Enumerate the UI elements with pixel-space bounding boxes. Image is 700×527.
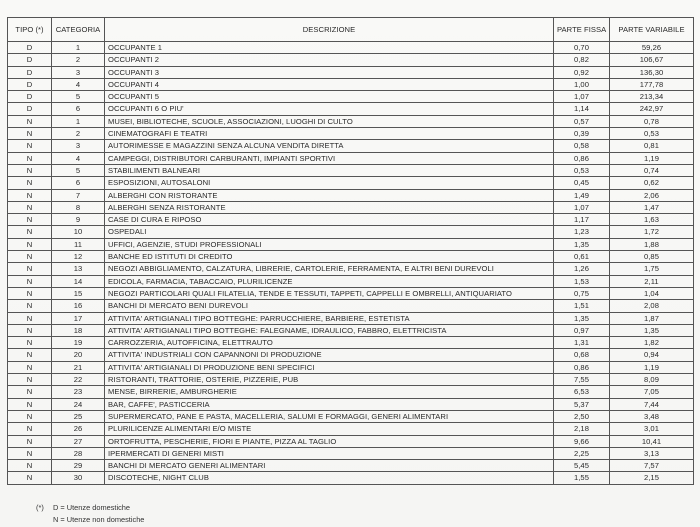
cell-categoria: 18 — [52, 324, 105, 336]
cell-categoria: 25 — [52, 410, 105, 422]
header-parte-fissa: PARTE FISSA — [554, 18, 610, 42]
table-row — [8, 435, 694, 447]
cell-categoria: 1 — [52, 115, 105, 127]
cell-categoria: 3 — [52, 140, 105, 152]
cell-parte-fissa: 1,14 — [554, 103, 610, 115]
cell-descrizione: MENSE, BIRRERIE, AMBURGHERIE — [105, 386, 554, 398]
cell-tipo: N — [8, 189, 52, 201]
cell-tipo: N — [8, 115, 52, 127]
cell-parte-fissa: 0,68 — [554, 349, 610, 361]
table-row — [8, 349, 694, 361]
cell-categoria: 13 — [52, 263, 105, 275]
cell-categoria: 1 — [52, 42, 105, 54]
cell-categoria: 10 — [52, 226, 105, 238]
cell-descrizione: AUTORIMESSE E MAGAZZINI SENZA ALCUNA VENDITA DIRETTA — [105, 140, 554, 152]
cell-descrizione: SUPERMERCATO, PANE E PASTA, MACELLERIA, SALUMI E FORMAGGI, GENERI ALIMENTARI — [105, 410, 554, 422]
cell-tipo: N — [8, 300, 52, 312]
cell-categoria: 17 — [52, 312, 105, 324]
cell-parte-variabile: 0,74 — [610, 164, 694, 176]
cell-parte-variabile: 10,41 — [610, 435, 694, 447]
cell-tipo: N — [8, 287, 52, 299]
cell-tipo: N — [8, 324, 52, 336]
cell-parte-variabile: 1,88 — [610, 238, 694, 250]
cell-descrizione: ATTIVITA' ARTIGIANALI TIPO BOTTEGHE: PARRUCCHIERE, BARBIERE, ESTETISTA — [105, 312, 554, 324]
cell-descrizione: BANCHI DI MERCATO GENERI ALIMENTARI — [105, 460, 554, 472]
cell-tipo: N — [8, 410, 52, 422]
cell-categoria: 24 — [52, 398, 105, 410]
cell-tipo: N — [8, 337, 52, 349]
header-tipo: TIPO (*) — [8, 18, 52, 42]
table-row — [8, 103, 694, 115]
cell-categoria: 8 — [52, 201, 105, 213]
cell-parte-fissa: 0,82 — [554, 54, 610, 66]
cell-parte-fissa: 0,57 — [554, 115, 610, 127]
header-descrizione: DESCRIZIONE — [105, 18, 554, 42]
table-row — [8, 423, 694, 435]
cell-parte-variabile: 1,35 — [610, 324, 694, 336]
cell-categoria: 2 — [52, 54, 105, 66]
cell-parte-fissa: 1,49 — [554, 189, 610, 201]
cell-parte-variabile: 0,94 — [610, 349, 694, 361]
tariff-table — [7, 17, 694, 485]
cell-descrizione: CAMPEGGI, DISTRIBUTORI CARBURANTI, IMPIANTI SPORTIVI — [105, 152, 554, 164]
cell-descrizione: OCCUPANTE 1 — [105, 42, 554, 54]
table-row — [8, 226, 694, 238]
cell-parte-variabile: 2,15 — [610, 472, 694, 484]
cell-parte-variabile: 2,11 — [610, 275, 694, 287]
cell-categoria: 12 — [52, 251, 105, 263]
cell-tipo: N — [8, 201, 52, 213]
table-row — [8, 78, 694, 90]
table-row — [8, 324, 694, 336]
cell-tipo: N — [8, 152, 52, 164]
header-row — [8, 18, 694, 42]
table-row — [8, 128, 694, 140]
cell-parte-variabile: 3,13 — [610, 447, 694, 459]
cell-descrizione: IPERMERCATI DI GENERI MISTI — [105, 447, 554, 459]
cell-descrizione: OCCUPANTI 3 — [105, 66, 554, 78]
cell-parte-fissa: 1,17 — [554, 214, 610, 226]
cell-tipo: N — [8, 423, 52, 435]
cell-parte-fissa: 1,35 — [554, 238, 610, 250]
cell-categoria: 5 — [52, 91, 105, 103]
cell-descrizione: NEGOZI PARTICOLARI QUALI FILATELIA, TENDE E TESSUTI, TAPPETI, CAPPELLI E OMBRELLI, ANTIQUARIATO — [105, 287, 554, 299]
cell-tipo: N — [8, 447, 52, 459]
cell-categoria: 3 — [52, 66, 105, 78]
cell-parte-variabile: 7,57 — [610, 460, 694, 472]
cell-descrizione: BANCHE ED ISTITUTI DI CREDITO — [105, 251, 554, 263]
cell-parte-fissa: 0,75 — [554, 287, 610, 299]
cell-descrizione: OCCUPANTI 5 — [105, 91, 554, 103]
cell-descrizione: ALBERGHI SENZA RISTORANTE — [105, 201, 554, 213]
cell-parte-variabile: 1,19 — [610, 361, 694, 373]
table-row — [8, 91, 694, 103]
cell-tipo: N — [8, 238, 52, 250]
legend-non-domestic-text: N = Utenze non domestiche — [53, 515, 145, 524]
cell-parte-variabile: 3,48 — [610, 410, 694, 422]
cell-tipo: N — [8, 140, 52, 152]
cell-descrizione: EDICOLA, FARMACIA, TABACCAIO, PLURILICENZE — [105, 275, 554, 287]
cell-parte-fissa: 0,61 — [554, 251, 610, 263]
cell-parte-fissa: 1,26 — [554, 263, 610, 275]
cell-tipo: N — [8, 435, 52, 447]
table-row — [8, 164, 694, 176]
cell-parte-variabile: 8,09 — [610, 374, 694, 386]
cell-parte-fissa: 0,58 — [554, 140, 610, 152]
cell-tipo: N — [8, 361, 52, 373]
cell-categoria: 2 — [52, 128, 105, 140]
table-row — [8, 189, 694, 201]
cell-parte-fissa: 2,18 — [554, 423, 610, 435]
cell-parte-fissa: 0,86 — [554, 361, 610, 373]
cell-categoria: 11 — [52, 238, 105, 250]
cell-tipo: D — [8, 91, 52, 103]
cell-parte-fissa: 0,45 — [554, 177, 610, 189]
cell-tipo: D — [8, 54, 52, 66]
legend-line-non-domestic — [36, 514, 144, 526]
cell-parte-fissa: 0,39 — [554, 128, 610, 140]
cell-descrizione: DISCOTECHE, NIGHT CLUB — [105, 472, 554, 484]
cell-parte-fissa: 1,23 — [554, 226, 610, 238]
cell-categoria: 16 — [52, 300, 105, 312]
cell-parte-fissa: 2,25 — [554, 447, 610, 459]
cell-tipo: N — [8, 349, 52, 361]
cell-tipo: N — [8, 214, 52, 226]
cell-parte-fissa: 7,55 — [554, 374, 610, 386]
cell-parte-fissa: 1,35 — [554, 312, 610, 324]
cell-parte-variabile: 7,05 — [610, 386, 694, 398]
cell-descrizione: ATTIVITA' ARTIGIANALI DI PRODUZIONE BENI SPECIFICI — [105, 361, 554, 373]
cell-tipo: N — [8, 312, 52, 324]
legend-line-domestic — [36, 502, 144, 514]
cell-tipo: N — [8, 164, 52, 176]
table-row — [8, 201, 694, 213]
cell-descrizione: OCCUPANTI 6 O PIU' — [105, 103, 554, 115]
cell-parte-variabile: 1,63 — [610, 214, 694, 226]
legend-marker: (*) — [36, 503, 44, 512]
cell-parte-fissa: 1,07 — [554, 91, 610, 103]
cell-parte-variabile: 3,01 — [610, 423, 694, 435]
cell-parte-variabile: 136,30 — [610, 66, 694, 78]
table-row — [8, 472, 694, 484]
cell-categoria: 26 — [52, 423, 105, 435]
table-row — [8, 287, 694, 299]
cell-descrizione: BANCHI DI MERCATO BENI DUREVOLI — [105, 300, 554, 312]
table-row — [8, 275, 694, 287]
cell-parte-variabile: 0,78 — [610, 115, 694, 127]
table-row — [8, 263, 694, 275]
cell-descrizione: ORTOFRUTTA, PESCHERIE, FIORI E PIANTE, PIZZA AL TAGLIO — [105, 435, 554, 447]
cell-parte-fissa: 6,53 — [554, 386, 610, 398]
cell-categoria: 19 — [52, 337, 105, 349]
cell-descrizione: OSPEDALI — [105, 226, 554, 238]
table-row — [8, 66, 694, 78]
cell-tipo: D — [8, 42, 52, 54]
cell-parte-variabile: 1,87 — [610, 312, 694, 324]
cell-descrizione: ALBERGHI CON RISTORANTE — [105, 189, 554, 201]
cell-categoria: 27 — [52, 435, 105, 447]
cell-parte-variabile: 1,75 — [610, 263, 694, 275]
cell-tipo: N — [8, 177, 52, 189]
table-row — [8, 447, 694, 459]
table-row — [8, 361, 694, 373]
cell-tipo: D — [8, 78, 52, 90]
cell-categoria: 4 — [52, 152, 105, 164]
header-categoria: CATEGORIA — [52, 18, 105, 42]
cell-parte-fissa: 9,66 — [554, 435, 610, 447]
cell-parte-fissa: 1,00 — [554, 78, 610, 90]
cell-parte-variabile: 0,81 — [610, 140, 694, 152]
cell-descrizione: OCCUPANTI 2 — [105, 54, 554, 66]
table-row — [8, 214, 694, 226]
cell-parte-variabile: 213,34 — [610, 91, 694, 103]
table-row — [8, 386, 694, 398]
table-row — [8, 460, 694, 472]
cell-parte-variabile: 1,19 — [610, 152, 694, 164]
cell-tipo: N — [8, 398, 52, 410]
cell-parte-variabile: 106,67 — [610, 54, 694, 66]
cell-parte-variabile: 0,62 — [610, 177, 694, 189]
cell-tipo: N — [8, 374, 52, 386]
cell-descrizione: CINEMATOGRAFI E TEATRI — [105, 128, 554, 140]
cell-tipo: N — [8, 128, 52, 140]
cell-parte-variabile: 1,04 — [610, 287, 694, 299]
legend — [36, 502, 144, 526]
table-row — [8, 42, 694, 54]
cell-categoria: 28 — [52, 447, 105, 459]
table-row — [8, 54, 694, 66]
cell-parte-fissa: 1,07 — [554, 201, 610, 213]
cell-tipo: D — [8, 66, 52, 78]
cell-descrizione: ESPOSIZIONI, AUTOSALONI — [105, 177, 554, 189]
cell-parte-fissa: 1,31 — [554, 337, 610, 349]
cell-categoria: 6 — [52, 177, 105, 189]
legend-domestic-text: D = Utenze domestiche — [53, 503, 131, 512]
cell-categoria: 14 — [52, 275, 105, 287]
cell-descrizione: UFFICI, AGENZIE, STUDI PROFESSIONALI — [105, 238, 554, 250]
cell-tipo: N — [8, 472, 52, 484]
cell-parte-fissa: 0,53 — [554, 164, 610, 176]
cell-categoria: 20 — [52, 349, 105, 361]
table-row — [8, 398, 694, 410]
table-row — [8, 251, 694, 263]
cell-descrizione: PLURILICENZE ALIMENTARI E/O MISTE — [105, 423, 554, 435]
cell-parte-fissa: 0,86 — [554, 152, 610, 164]
table-row — [8, 177, 694, 189]
cell-categoria: 22 — [52, 374, 105, 386]
cell-categoria: 30 — [52, 472, 105, 484]
table-row — [8, 115, 694, 127]
cell-categoria: 4 — [52, 78, 105, 90]
cell-tipo: N — [8, 263, 52, 275]
cell-parte-fissa: 1,55 — [554, 472, 610, 484]
cell-categoria: 9 — [52, 214, 105, 226]
cell-descrizione: STABILIMENTI BALNEARI — [105, 164, 554, 176]
cell-parte-variabile: 59,26 — [610, 42, 694, 54]
cell-categoria: 6 — [52, 103, 105, 115]
cell-tipo: N — [8, 386, 52, 398]
cell-parte-variabile: 0,53 — [610, 128, 694, 140]
cell-parte-fissa: 1,51 — [554, 300, 610, 312]
cell-categoria: 5 — [52, 164, 105, 176]
cell-parte-variabile: 1,82 — [610, 337, 694, 349]
table-row — [8, 140, 694, 152]
cell-tipo: D — [8, 103, 52, 115]
table-row — [8, 300, 694, 312]
cell-tipo: N — [8, 226, 52, 238]
cell-parte-variabile: 177,78 — [610, 78, 694, 90]
cell-categoria: 15 — [52, 287, 105, 299]
cell-descrizione: ATTIVITA' INDUSTRIALI CON CAPANNONI DI PRODUZIONE — [105, 349, 554, 361]
cell-descrizione: CASE DI CURA E RIPOSO — [105, 214, 554, 226]
cell-parte-variabile: 0,85 — [610, 251, 694, 263]
cell-parte-fissa: 0,97 — [554, 324, 610, 336]
cell-descrizione: ATTIVITA' ARTIGIANALI TIPO BOTTEGHE: FALEGNAME, IDRAULICO, FABBRO, ELETTRICISTA — [105, 324, 554, 336]
cell-descrizione: CARROZZERIA, AUTOFFICINA, ELETTRAUTO — [105, 337, 554, 349]
cell-parte-variabile: 7,44 — [610, 398, 694, 410]
header-parte-variabile: PARTE VARIABILE — [610, 18, 694, 42]
cell-categoria: 21 — [52, 361, 105, 373]
cell-categoria: 7 — [52, 189, 105, 201]
cell-descrizione: MUSEI, BIBLIOTECHE, SCUOLE, ASSOCIAZIONI, LUOGHI DI CULTO — [105, 115, 554, 127]
cell-descrizione: RISTORANTI, TRATTORIE, OSTERIE, PIZZERIE, PUB — [105, 374, 554, 386]
cell-parte-fissa: 5,45 — [554, 460, 610, 472]
cell-descrizione: OCCUPANTI 4 — [105, 78, 554, 90]
cell-tipo: N — [8, 251, 52, 263]
cell-categoria: 23 — [52, 386, 105, 398]
table-row — [8, 152, 694, 164]
table-body — [8, 42, 694, 485]
table-row — [8, 312, 694, 324]
cell-descrizione: NEGOZI ABBIGLIAMENTO, CALZATURA, LIBRERIE, CARTOLERIE, FERRAMENTA, E ALTRI BENI DUREVOLI — [105, 263, 554, 275]
cell-parte-fissa: 0,70 — [554, 42, 610, 54]
cell-descrizione: BAR, CAFFE', PASTICCERIA — [105, 398, 554, 410]
cell-categoria: 29 — [52, 460, 105, 472]
cell-parte-variabile: 1,72 — [610, 226, 694, 238]
table-row — [8, 410, 694, 422]
cell-tipo: N — [8, 275, 52, 287]
cell-parte-variabile: 1,47 — [610, 201, 694, 213]
cell-parte-fissa: 2,50 — [554, 410, 610, 422]
cell-parte-fissa: 5,37 — [554, 398, 610, 410]
table-row — [8, 374, 694, 386]
cell-parte-variabile: 2,08 — [610, 300, 694, 312]
cell-parte-variabile: 2,06 — [610, 189, 694, 201]
table-row — [8, 337, 694, 349]
cell-parte-variabile: 242,97 — [610, 103, 694, 115]
cell-parte-fissa: 1,53 — [554, 275, 610, 287]
cell-parte-fissa: 0,92 — [554, 66, 610, 78]
cell-tipo: N — [8, 460, 52, 472]
table-row — [8, 238, 694, 250]
